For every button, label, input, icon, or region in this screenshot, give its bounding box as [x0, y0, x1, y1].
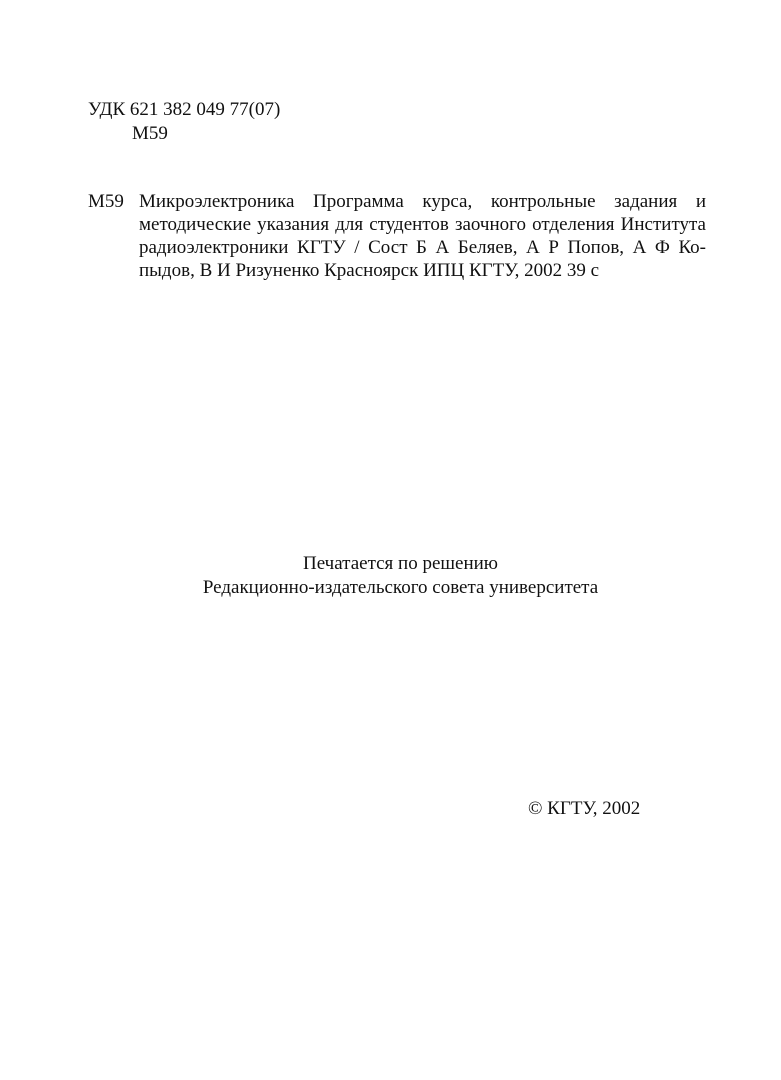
bibliographic-line-2: методические указания для студентов заочного отделения Института	[139, 214, 706, 235]
imprimatur-note	[0, 552, 781, 600]
author-index: М59	[132, 123, 168, 144]
imprimatur-line-2: Редакционно-издательского совета университета	[202, 577, 599, 598]
copyright-notice: © КГТУ, 2002	[528, 798, 641, 819]
bibliographic-line-4: пыдов, В И Ризуненко Красноярск ИПЦ КГТУ, 2002 39 с	[139, 260, 600, 281]
bibliographic-line-3: радиоэлектроники КГТУ / Сост Б А Беляев, А Р Попов, А Ф Ко-	[139, 237, 706, 258]
imprimatur-line-1: Печатается по решению	[303, 553, 498, 574]
bibliographic-record	[88, 190, 706, 282]
udk-code: УДК 621 382 049 77(07)	[88, 99, 281, 120]
bibliographic-line-1: Микроэлектроника Программа курса, контрольные задания и	[139, 191, 706, 212]
udk-block	[88, 98, 280, 146]
bibliographic-index: М59	[88, 191, 124, 212]
bibliographic-description	[88, 190, 706, 282]
